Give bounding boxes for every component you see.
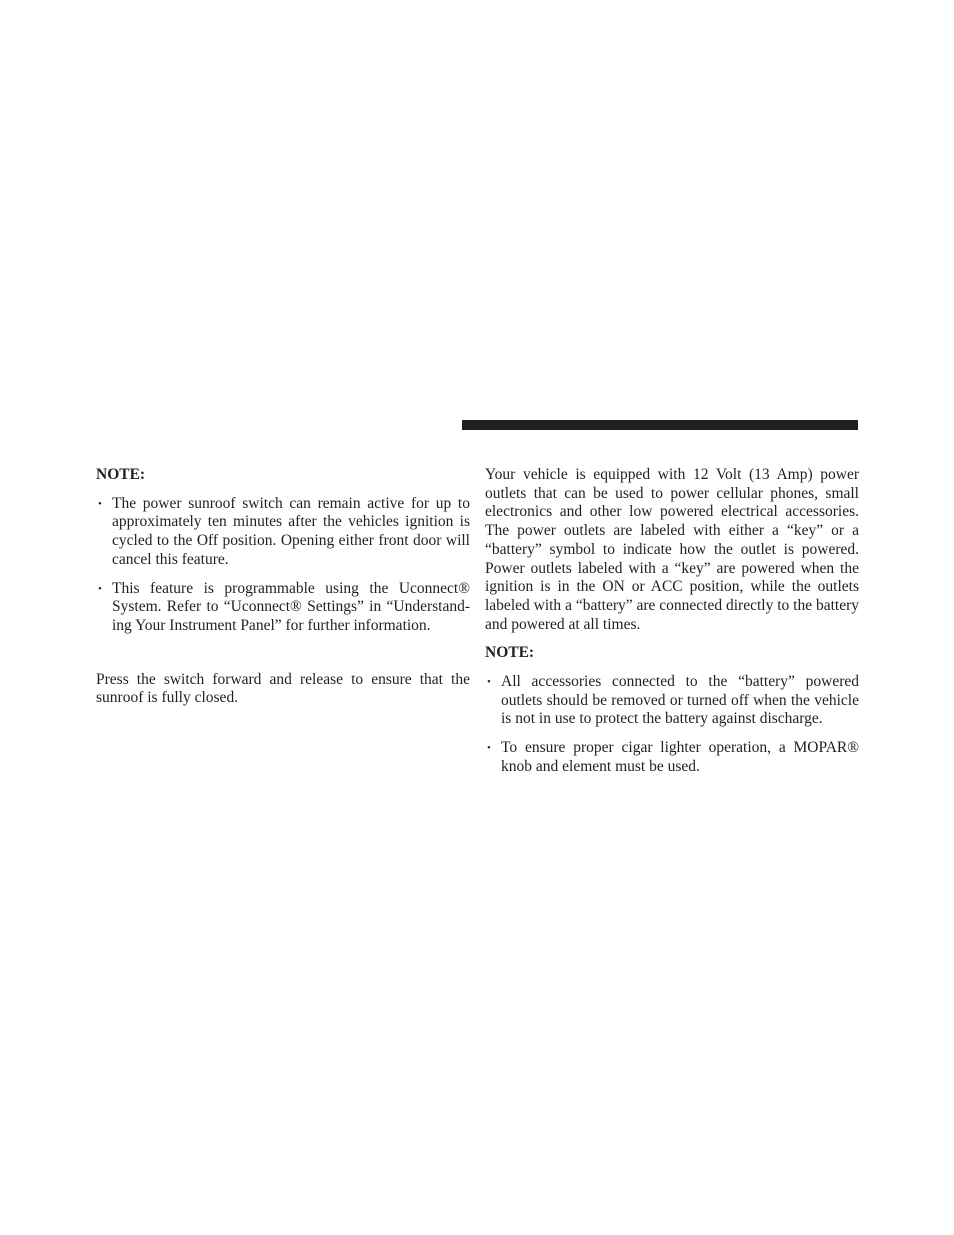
bullet-text: This feature is programmable using the Uconnect® System. Refer to “Uconnect® Settings” in “Understand-ing Your Instrument Panel” for further information. bbox=[112, 579, 470, 634]
note-bullet-list bbox=[485, 673, 859, 777]
body-paragraph: Your vehicle is equipped with 12 Volt (13 Amp) power outlets that can be used to power cellular phones, small electronics and other low powered electrical accessories. The power outlets are labeled with either a “key” or a “battery” symbol to indicate how the outlet is powered. Power outlets labeled with a “key” are powered when the ignition is in the ON or ACC position, while the outlets labeled with a “battery” are connected directly to the battery and powered at all times. bbox=[485, 466, 859, 633]
section-header-rule bbox=[462, 420, 858, 430]
bullet-icon: • bbox=[98, 497, 102, 510]
list-item bbox=[485, 673, 859, 729]
bullet-text: All accessories connected to the “battery” powered outlets should be removed or turned off when the vehicle is not in use to protect the battery against discharge. bbox=[501, 673, 859, 728]
bullet-icon: • bbox=[98, 582, 102, 595]
bullet-icon: • bbox=[487, 676, 491, 689]
left-column bbox=[96, 466, 470, 708]
note-bullet-list bbox=[96, 495, 470, 636]
bullet-text: To ensure proper cigar lighter operation, a MOPAR® knob and element must be used. bbox=[501, 739, 859, 775]
list-item bbox=[96, 580, 470, 636]
body-paragraph: Press the switch forward and release to ensure that the sunroof is fully closed. bbox=[96, 670, 470, 707]
note-label: NOTE: bbox=[96, 466, 146, 483]
bullet-icon: • bbox=[487, 742, 491, 755]
list-item bbox=[96, 495, 470, 570]
right-column bbox=[485, 466, 859, 787]
bullet-text: The power sunroof switch can remain active for up to approximately ten minutes after the vehicles ignition is cycled to the Off position. Opening either front door will cancel this feature. bbox=[112, 494, 470, 568]
list-item bbox=[485, 739, 859, 776]
note-label: NOTE: bbox=[485, 644, 535, 662]
